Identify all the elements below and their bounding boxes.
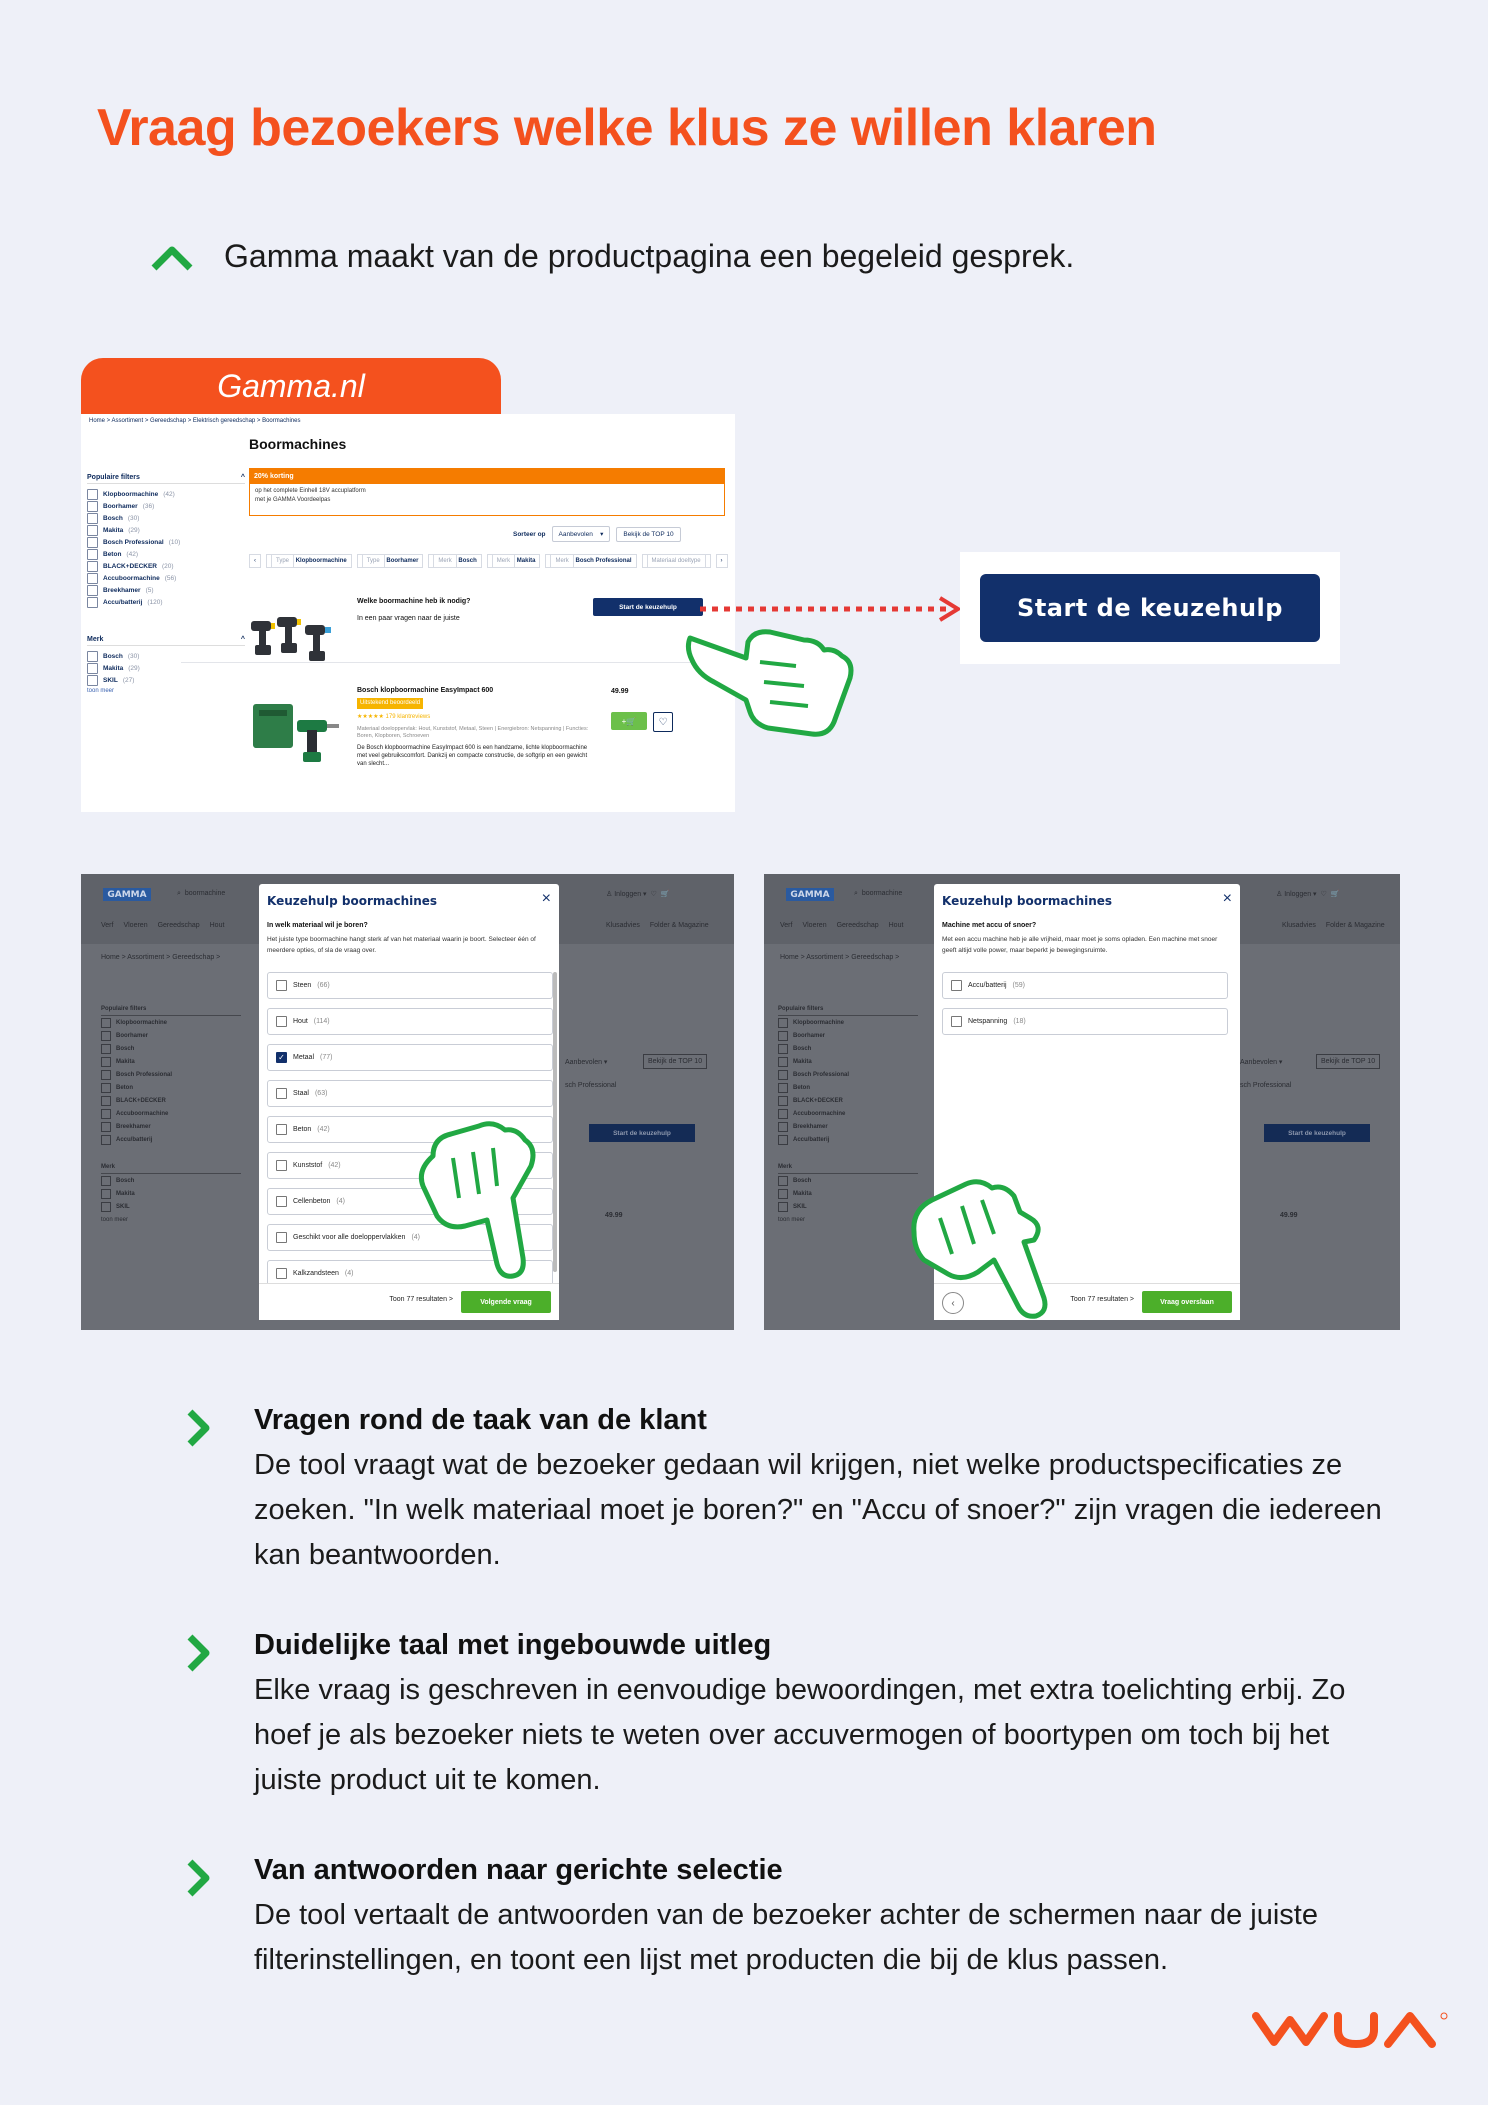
checkbox-icon[interactable] <box>951 980 962 991</box>
checkbox-icon <box>778 1083 788 1093</box>
dim-crumb: Home > Assortiment > Gereedschap > <box>101 954 221 961</box>
modal-description: Met een accu machine heb je alle vrijheid, maar moet je soms opladen. Een machine met snoer geeft altijd volle power, maar beperkt je bewegingsruimte. <box>942 936 1218 954</box>
gamma-product-listing-screenshot <box>81 414 735 812</box>
dim-filter: BLACK+DECKER <box>101 1094 241 1107</box>
drill-set-image <box>247 607 339 665</box>
next-question-button[interactable]: Volgende vraag <box>461 1291 551 1313</box>
results-link[interactable]: Toon 77 resultaten > <box>1070 1296 1134 1303</box>
filter-label: Bosch <box>103 514 123 522</box>
gamma-logo: GAMMA <box>103 888 151 901</box>
checkbox-icon[interactable] <box>276 1124 287 1135</box>
dim-filter: Makita <box>778 1055 918 1068</box>
results-link[interactable]: Toon 77 resultaten > <box>389 1296 453 1303</box>
show-more-link[interactable]: toon meer <box>87 688 115 694</box>
dim-sort: Aanbevolen ▾ <box>1240 1059 1283 1066</box>
heart-icon[interactable]: ♡ <box>653 712 673 732</box>
bullet-selection <box>184 1854 1394 1983</box>
checkbox-icon[interactable] <box>276 1016 287 1027</box>
dim-login: ♙ Inloggen ▾ ♡ 🛒 <box>606 891 670 898</box>
filter-label: Breekhamer <box>103 586 141 594</box>
option-list <box>942 972 1228 1044</box>
dim-nav-item: Klusadvies <box>606 922 640 929</box>
promo-line: op het complete Einhell 18V accuplatform <box>255 488 366 494</box>
dim-filter: Beton <box>101 1081 241 1094</box>
checkbox-icon <box>778 1044 788 1054</box>
dim-filter: Makita <box>101 1055 241 1068</box>
dim-top10: Bekijk de TOP 10 <box>1316 1054 1380 1069</box>
promo-bar: 20% korting <box>250 469 724 484</box>
pointing-hand-icon <box>684 612 860 742</box>
bullet-language <box>184 1629 1394 1803</box>
dim-nav <box>101 922 234 929</box>
checkbox-icon <box>778 1202 788 1212</box>
filter-option[interactable] <box>87 548 245 560</box>
filter-label: Bosch <box>103 652 123 660</box>
dim-filter: SKIL <box>778 1200 918 1213</box>
dim-chip: sch Professional <box>565 1082 617 1089</box>
modal-description: Het juiste type boormachine hangt sterk af van het materiaal waarin je boort. Selecteer één of meerdere opties, of sla de vraag over. <box>267 936 536 954</box>
dim-crumb: Home > Assortiment > Gereedschap > <box>780 954 900 961</box>
option-checkbox[interactable]: Hout (114) <box>267 1008 553 1035</box>
checkbox-icon <box>101 1176 111 1186</box>
filter-count: (42) <box>126 550 138 558</box>
filter-chip[interactable]: Merk Bosch Professional <box>545 554 636 568</box>
filter-label: BLACK+DECKER <box>103 562 157 570</box>
checkbox-icon <box>778 1031 788 1041</box>
dim-filter: Boorhamer <box>101 1029 241 1042</box>
filter-count: (10) <box>168 538 181 546</box>
filter-chip[interactable]: Merk Bosch <box>428 554 481 568</box>
checkbox-icon[interactable] <box>87 513 98 524</box>
bullet-text: De tool vertaalt de antwoorden van de bezoeker achter de schermen naar de juiste filterinstellingen, en toont een lijst met producten die bij de klus passen. <box>254 1899 1318 1976</box>
dim-nav-item: Gereedschap <box>836 922 879 929</box>
dim-login: ♙ Inloggen ▾ ♡ 🛒 <box>1276 891 1340 898</box>
filter-option[interactable] <box>87 512 245 524</box>
checkbox-icon <box>778 1070 788 1080</box>
intro-line <box>150 238 1074 275</box>
dim-sidebar: Populaire filters Klopboormachine Boorhamer Bosch Makita Bosch Professional Beton BLACK+DECKER Accuboormachine Breekhamer Accu/batterij Merk Bosch Makita SKIL toon meer <box>778 1002 918 1226</box>
filter-label: Makita <box>103 526 124 534</box>
teaser-sub: In een paar vragen naar de juiste <box>357 615 460 622</box>
option-checkbox[interactable]: Accu/batterij (59) <box>942 972 1228 999</box>
chevron-right-icon <box>184 1633 212 1673</box>
dim-filter: Accuboormachine <box>778 1107 918 1120</box>
bullet-heading: Van antwoorden naar gerichte selectie <box>254 1854 783 1886</box>
dim-filter: Bosch <box>778 1042 918 1055</box>
checkbox-icon[interactable] <box>87 651 98 662</box>
filter-chip[interactable]: Type Boorhamer <box>357 554 424 568</box>
keuzehulp-teaser <box>357 598 470 622</box>
dim-filter: Bosch <box>101 1042 241 1055</box>
checkbox-icon[interactable] <box>87 525 98 536</box>
start-keuzehulp-button[interactable]: Start de keuzehulp <box>980 574 1320 642</box>
filter-count: (29) <box>128 526 140 534</box>
bullet-text: Elke vraag is geschreven in eenvoudige bewoordingen, met extra toelichting erbij. Zo hoef je als bezoeker niets te weten over accuvermogen of boortypen om toch bij het juiste product uit te komen. <box>254 1674 1346 1796</box>
dim-filter: BLACK+DECKER <box>778 1094 918 1107</box>
keuzehulp-material-screenshot <box>81 874 734 1330</box>
filter-count: (30) <box>127 514 140 522</box>
checkbox-icon <box>778 1122 788 1132</box>
filter-count: (42) <box>163 490 175 498</box>
checkbox-icon <box>778 1189 788 1199</box>
brand-heading: Merk ^ <box>87 634 245 646</box>
filter-label: Accuboormachine <box>103 574 160 582</box>
checkbox-icon <box>101 1122 111 1132</box>
checkbox-icon[interactable] <box>87 537 98 548</box>
filter-option[interactable] <box>87 572 245 584</box>
checkbox-icon <box>101 1189 111 1199</box>
wua-logo <box>1252 2010 1452 2050</box>
modal-question: In welk materiaal wil je boren? <box>267 922 368 929</box>
filter-label: Beton <box>103 550 122 558</box>
product-specs: Materiaal doeloppervlak: Hout, Kunststof, Metaal, Steen | Energiebron: Netspanning | Functies: Boren, Klopboren, Schroeven <box>357 726 589 739</box>
checkbox-icon <box>101 1202 111 1212</box>
dim-filter: SKIL <box>101 1200 241 1213</box>
dim-search: ⌕ boormachine <box>854 890 903 897</box>
page-title: Vraag bezoekers welke klus ze willen klaren <box>97 99 1157 157</box>
checkbox-icon[interactable] <box>87 675 98 686</box>
chevron-up-icon: ^ <box>240 636 245 643</box>
checkbox-icon <box>778 1057 788 1067</box>
filter-chip[interactable]: Type Klopboormachine <box>266 554 352 568</box>
filters-heading: Populaire filters ^ <box>87 472 245 484</box>
filter-label: SKIL <box>103 676 118 684</box>
dim-nav-right <box>606 922 719 929</box>
promo-banner[interactable] <box>249 468 725 516</box>
product-name: Bosch klopboormachine EasyImpact 600 <box>357 687 494 694</box>
checkbox-icon[interactable] <box>87 489 98 500</box>
product-price: 49.99 <box>611 688 629 695</box>
dim-filter: Breekhamer <box>778 1120 918 1133</box>
option-checkbox[interactable]: Geschikt voor alle doeloppervlakken (4) <box>267 1224 553 1251</box>
checkbox-icon <box>101 1135 111 1145</box>
start-keuzehulp-button-small[interactable]: Start de keuzehulp <box>593 598 703 616</box>
scrollbar[interactable] <box>553 972 557 1272</box>
dim-filter: Accu/batterij <box>778 1133 918 1146</box>
checkbox-icon[interactable]: ✓ <box>276 1052 287 1063</box>
close-icon[interactable]: × <box>541 890 551 907</box>
option-checkbox[interactable]: Netspanning (18) <box>942 1008 1228 1035</box>
checkbox-icon <box>778 1176 788 1186</box>
modal-question: Machine met accu of snoer? <box>942 922 1037 929</box>
filter-option[interactable] <box>87 674 245 686</box>
add-to-cart-button[interactable]: +🛒 <box>611 712 647 730</box>
bullet-text: De tool vraagt wat de bezoeker gedaan wil krijgen, niet welke productspecificaties ze zoeken. "In welk materiaal moet je boren?" en "Accu of snoer?" zijn vragen die iedereen kan beantwoorden. <box>254 1449 1382 1571</box>
dim-chip: sch Professional <box>1240 1082 1292 1089</box>
dim-top10: Bekijk de TOP 10 <box>643 1054 707 1069</box>
dim-nav-item: Vloeren <box>802 922 827 929</box>
gamma-logo: GAMMA <box>786 888 834 901</box>
option-checkbox[interactable]: Kalkzandsteen (4) <box>267 1260 553 1287</box>
dim-nav-item: Hout <box>209 922 225 929</box>
filter-label: Bosch Professional <box>103 538 164 546</box>
chevron-right-icon[interactable]: › <box>716 554 728 568</box>
checkbox-icon[interactable] <box>87 663 98 674</box>
option-checkbox[interactable]: Cellenbeton (4) <box>267 1188 553 1215</box>
dim-nav-item: Klusadvies <box>1282 922 1316 929</box>
dim-nav-item: Folder & Magazine <box>649 922 709 929</box>
dim-nav-right <box>1282 922 1395 929</box>
checkbox-icon <box>101 1031 111 1041</box>
dim-nav-item: Vloeren <box>123 922 148 929</box>
filter-count: (30) <box>127 652 140 660</box>
checkbox-icon <box>101 1018 111 1028</box>
checkbox-icon <box>778 1096 788 1106</box>
checkbox-icon[interactable] <box>87 585 98 596</box>
dim-nav-item: Folder & Magazine <box>1325 922 1385 929</box>
checkbox-icon[interactable] <box>87 501 98 512</box>
dim-filter: Accu/batterij <box>101 1133 241 1146</box>
dim-filter: Bosch Professional <box>778 1068 918 1081</box>
filter-label: Boorhamer <box>103 502 138 510</box>
dim-nav-item: Gereedschap <box>157 922 200 929</box>
modal-title: Keuzehulp boormachines <box>942 894 1113 908</box>
dim-filter: Klopboormachine <box>778 1016 918 1029</box>
dim-nav-item: Verf <box>780 922 793 929</box>
checkbox-icon <box>101 1070 111 1080</box>
checkbox-icon[interactable] <box>87 549 98 560</box>
teaser-question: Welke boormachine heb ik nodig? <box>357 598 471 605</box>
filter-chip[interactable]: Merk Makita <box>487 554 541 568</box>
product-image <box>251 700 341 768</box>
dim-sidebar: Populaire filters Klopboormachine Boorhamer Bosch Makita Bosch Professional Beton BLACK+DECKER Accuboormachine Breekhamer Accu/batterij Merk Bosch Makita SKIL toon meer <box>101 1002 241 1226</box>
divider <box>181 662 735 663</box>
option-checkbox[interactable]: Kunststof (42) <box>267 1152 553 1179</box>
chevron-up-icon <box>150 242 194 272</box>
chevron-right-icon <box>184 1408 212 1448</box>
checkbox-icon <box>778 1109 788 1119</box>
checkbox-icon <box>101 1057 111 1067</box>
dim-filter: Boorhamer <box>778 1029 918 1042</box>
filter-option[interactable] <box>87 584 245 596</box>
filter-option[interactable] <box>87 488 245 500</box>
filter-option[interactable] <box>87 500 245 512</box>
checkbox-icon <box>101 1044 111 1054</box>
dim-filter: Beton <box>778 1081 918 1094</box>
sort-select[interactable]: Aanbevolen ▾ <box>552 526 611 542</box>
option-checkbox[interactable]: Staal (63) <box>267 1080 553 1107</box>
dim-filter: Accuboormachine <box>101 1107 241 1120</box>
filter-label: Makita <box>103 664 124 672</box>
modal-footer <box>259 1283 559 1320</box>
filter-count: (56) <box>164 574 177 582</box>
filter-count: (120) <box>147 598 163 606</box>
filter-count: (36) <box>142 502 155 510</box>
bullet-task <box>184 1404 1394 1578</box>
dim-filter: Makita <box>778 1187 918 1200</box>
checkbox-icon <box>778 1135 788 1145</box>
checkbox-icon[interactable] <box>276 1268 287 1279</box>
checkbox-icon[interactable] <box>951 1016 962 1027</box>
checkbox-icon[interactable] <box>276 1088 287 1099</box>
checkbox-icon[interactable] <box>276 1160 287 1171</box>
checkbox-icon[interactable] <box>276 980 287 991</box>
dim-price: 49.99 <box>1280 1212 1298 1219</box>
skip-question-button[interactable]: Vraag overslaan <box>1142 1291 1232 1313</box>
sort-bar <box>513 526 681 542</box>
filter-label: Accu/batterij <box>103 598 143 606</box>
dim-keuzehulp-button: Start de keuzehulp <box>1264 1124 1370 1142</box>
filter-count: (29) <box>128 664 140 672</box>
top10-button[interactable]: Bekijk de TOP 10 <box>616 527 680 542</box>
product-description: De Bosch klopboormachine EasyImpact 600 is een handzame, lichte klopboormachine met veel gebruikscomfort. Dankzij en compacte constructie, de softgrip en een gewicht van slecht... <box>357 745 588 767</box>
option-checkbox[interactable]: Beton (42) <box>267 1116 553 1143</box>
filter-option[interactable] <box>87 596 245 608</box>
dim-filter: Klopboormachine <box>101 1016 241 1029</box>
checkbox-icon[interactable] <box>87 561 98 572</box>
filter-label: Klopboormachine <box>103 490 159 498</box>
dim-sort: Aanbevolen ▾ <box>565 1059 608 1066</box>
back-button[interactable]: ‹ <box>942 1292 964 1314</box>
filter-chips <box>249 554 728 568</box>
modal-title: Keuzehulp boormachines <box>267 894 438 908</box>
filter-option[interactable] <box>87 662 245 674</box>
bullet-heading: Vragen rond de taak van de klant <box>254 1404 707 1436</box>
checkbox-icon <box>101 1109 111 1119</box>
promo-line: met je GAMMA Voordeelpas <box>255 497 331 503</box>
checkbox-icon <box>101 1096 111 1106</box>
chevron-up-icon: ^ <box>240 474 245 481</box>
sort-label: Sorteer op <box>513 530 546 538</box>
filter-option[interactable] <box>87 536 245 548</box>
dim-nav-item: Verf <box>101 922 114 929</box>
dim-keuzehulp-button: Start de keuzehulp <box>589 1124 695 1142</box>
chevron-right-icon <box>184 1858 212 1898</box>
close-icon[interactable]: × <box>1222 890 1232 907</box>
checkbox-icon <box>101 1083 111 1093</box>
dim-nav <box>780 922 913 929</box>
filter-count: (20) <box>162 562 174 570</box>
pointing-hand-icon <box>413 1108 543 1288</box>
checkbox-icon[interactable] <box>87 573 98 584</box>
dim-nav-item: Hout <box>888 922 904 929</box>
checkbox-icon[interactable] <box>276 1196 287 1207</box>
dim-filter: Bosch <box>101 1174 241 1187</box>
breadcrumb: Home > Assortiment > Gereedschap > Elektrisch gereedschap > Boormachines <box>89 418 301 424</box>
checkbox-icon[interactable] <box>276 1232 287 1243</box>
option-checkbox[interactable]: ✓ Metaal (77) <box>267 1044 553 1071</box>
pointing-hand-icon <box>904 1170 1054 1320</box>
filter-sidebar <box>87 472 245 694</box>
listing-title: Boormachines <box>249 436 347 452</box>
dim-filter: Bosch <box>778 1174 918 1187</box>
filter-option[interactable] <box>87 524 245 536</box>
dim-filter: Bosch Professional <box>101 1068 241 1081</box>
filter-count: (27) <box>122 676 135 684</box>
gamma-tab-label: Gamma.nl <box>81 358 501 414</box>
start-keuzehulp-zoom <box>960 552 1340 664</box>
filter-chip[interactable]: Materiaal doeltype <box>642 554 711 568</box>
rating-badge: Uitstekend beoordeeld <box>357 698 423 709</box>
dim-filter: Breekhamer <box>101 1120 241 1133</box>
filter-option[interactable] <box>87 560 245 572</box>
dim-price: 49.99 <box>605 1212 623 1219</box>
intro-text: Gamma maakt van de productpagina een begeleid gesprek. <box>224 238 1075 274</box>
filter-option[interactable] <box>87 650 245 662</box>
keuzehulp-power-screenshot <box>764 874 1400 1330</box>
dim-search: ⌕ boormachine <box>177 890 226 897</box>
chevron-left-icon[interactable]: ‹ <box>249 554 261 568</box>
product-card[interactable] <box>357 686 597 768</box>
dim-filter: Makita <box>101 1187 241 1200</box>
option-checkbox[interactable]: Steen (66) <box>267 972 553 999</box>
checkbox-icon <box>778 1018 788 1028</box>
product-reviews: ★★★★★ 179 klantreviews <box>357 714 431 720</box>
checkbox-icon[interactable] <box>87 597 98 608</box>
filter-count: (5) <box>145 586 154 594</box>
bullet-heading: Duidelijke taal met ingebouwde uitleg <box>254 1629 772 1661</box>
